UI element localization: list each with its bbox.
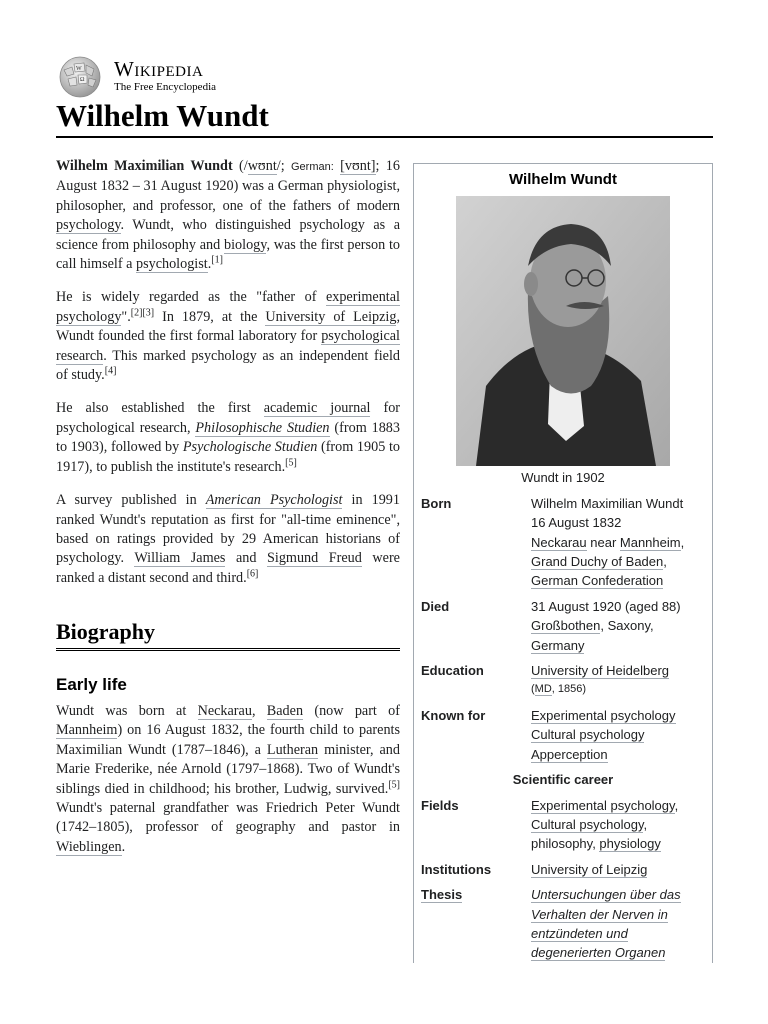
text: Wundt's paternal grandfather was Friedrich Peter Wundt (1742–1805), professor of geography and pastor in <box>56 799 400 836</box>
link-apperception[interactable]: Apperception <box>531 746 608 762</box>
reference-link[interactable]: [6] <box>246 567 259 579</box>
link-psychologist[interactable]: psychologist <box>135 256 208 273</box>
infobox <box>413 163 713 963</box>
text: in 1991 ranked Wundt's reputation as first for "all-time eminence", based on ratings provided by 29 American historians of psychology. <box>56 492 400 567</box>
infobox-row-died <box>414 595 712 657</box>
infobox-value <box>531 860 706 879</box>
infobox-row-thesis <box>414 883 712 965</box>
infobox-row-education <box>414 659 712 702</box>
text: Wundt was born at <box>56 702 198 719</box>
text: philosophy, <box>531 836 600 852</box>
reference-link[interactable]: [4] <box>104 365 117 377</box>
link-experimental-psychology[interactable]: Experimental psychology <box>531 707 676 723</box>
reference-link[interactable]: [3] <box>142 307 155 319</box>
text: (from 1883 to 1903), followed by <box>56 419 400 456</box>
svg-text:Ω: Ω <box>80 77 85 83</box>
infobox-value <box>531 796 706 854</box>
link-cultural-psychology[interactable]: Cultural psychology <box>531 816 644 832</box>
link-thesis-title[interactable]: Untersuchungen über das <box>531 887 681 903</box>
infobox-table <box>414 492 712 965</box>
text: , Wundt founded the first formal laboratory for <box>56 308 401 345</box>
link-american-psychologist[interactable]: American Psychologist <box>205 492 343 509</box>
text: . This marked psychology as an independent field of study. <box>56 347 400 384</box>
link-grossbothen[interactable]: Großbothen <box>531 618 601 634</box>
link-psychological-research[interactable]: psychological research <box>56 328 400 364</box>
infobox-row-institutions <box>414 858 712 881</box>
german-label: German: <box>291 161 334 173</box>
wikipedia-header <box>56 54 216 98</box>
infobox-row-known-for <box>414 704 712 766</box>
infobox-value <box>531 661 706 700</box>
link-baden[interactable]: Baden <box>266 702 304 719</box>
wikipedia-globe-icon[interactable] <box>56 54 104 98</box>
text: /; <box>276 158 291 174</box>
subject-name: Wilhelm Maximilian Wundt <box>56 158 233 174</box>
link-mannheim[interactable]: Mannheim <box>56 722 118 739</box>
text: . <box>121 838 126 855</box>
link-neckarau[interactable]: Neckarau <box>531 534 587 550</box>
infobox-label: Born <box>421 495 452 511</box>
subsection-heading-early-life: Early life <box>56 674 127 694</box>
text: ( <box>531 683 535 696</box>
text: , <box>251 702 267 719</box>
link-experimental-psychology[interactable]: Experimental psychology <box>531 797 675 813</box>
text: , <box>674 797 679 813</box>
early-life-paragraph <box>56 702 400 857</box>
infobox-value <box>531 706 706 764</box>
wikipedia-wordmark[interactable] <box>114 59 216 93</box>
intro-paragraph-1 <box>56 157 400 274</box>
text: , 1856) <box>551 683 587 696</box>
link-experimental-psychology[interactable]: experimental psychology <box>56 289 400 325</box>
text: A survey published in <box>56 492 206 509</box>
reference-link[interactable]: [5] <box>285 456 297 468</box>
infobox-label: Institutions <box>421 861 492 877</box>
text: In 1879, at the <box>154 308 266 325</box>
infobox-section-scientific-career: Scientific career <box>512 772 614 788</box>
infobox-label: Known for <box>421 707 486 723</box>
wordmark-tagline: The Free Encyclopedia <box>114 81 217 93</box>
link-biology[interactable]: biology <box>224 236 267 253</box>
link-germany[interactable]: Germany <box>531 637 585 653</box>
link-william-james[interactable]: William James <box>134 550 226 567</box>
link-thesis-title[interactable]: entzündeten und <box>531 925 628 941</box>
link-grand-duchy-of-baden[interactable]: Grand Duchy of Baden <box>531 554 664 570</box>
text: near <box>586 534 620 550</box>
infobox-title: Wilhelm Wundt <box>509 171 617 188</box>
link-university-of-heidelberg[interactable]: University of Heidelberg <box>531 663 670 679</box>
page-title: Wilhelm Wundt <box>56 98 269 133</box>
text: He also established the first <box>56 400 264 417</box>
wordmark-name: Wikipedia <box>114 57 204 81</box>
reference-link[interactable]: [5] <box>388 778 400 790</box>
title-divider <box>56 136 713 138</box>
link-university-of-leipzig[interactable]: University of Leipzig <box>265 308 397 325</box>
german-ipa-link[interactable]: [vʊnt] <box>340 158 376 174</box>
link-mannheim[interactable]: Mannheim <box>619 534 681 550</box>
intro-paragraph-2 <box>56 288 400 385</box>
text: , Saxony, <box>600 618 654 634</box>
link-lutheran[interactable]: Lutheran <box>266 741 319 758</box>
link-psychology[interactable]: psychology <box>56 217 121 234</box>
text: He is widely regarded as the "father of <box>56 289 326 306</box>
text: ; 16 August 1832 – 31 August 1920) was a German physiologist, philosopher, and professor, one of the fathers of modern <box>56 158 400 214</box>
reference-link[interactable]: [2] <box>130 307 143 319</box>
infobox-label: Died <box>421 598 450 614</box>
intro-paragraph-3 <box>56 399 400 477</box>
svg-text:W: W <box>76 66 82 72</box>
died-date: 31 August 1920 (aged 88) <box>531 598 681 614</box>
text: (/ <box>232 158 248 174</box>
portrait-caption: Wundt in 1902 <box>521 470 605 486</box>
text: ) on 16 August 1832, the fourth child to parents Maximilian Wundt (1787–1846), a <box>56 722 400 758</box>
infobox-label: Education <box>421 663 484 679</box>
born-date: 16 August 1832 <box>531 515 622 531</box>
link-thesis-title[interactable]: Verhalten der Nerven in <box>531 906 668 922</box>
link-md[interactable]: MD <box>534 683 552 696</box>
text: (from 1905 to 1917), to publish the institute's research. <box>56 439 400 475</box>
text: and <box>225 550 267 567</box>
link-physiology[interactable]: physiology <box>599 836 661 852</box>
link-thesis-title[interactable]: degenerierten Organen <box>531 945 666 961</box>
born-name: Wilhelm Maximilian Wundt <box>531 495 684 511</box>
text: (now part of <box>303 702 400 719</box>
link-academic-journal[interactable]: academic journal <box>263 400 371 417</box>
text: were ranked a distant second and third. <box>56 550 400 586</box>
infobox-value <box>531 597 706 655</box>
reference-link[interactable]: [1] <box>211 254 223 266</box>
infobox-label <box>421 885 531 963</box>
ipa-pronunciation-link[interactable]: wʊnt <box>247 158 277 174</box>
text: , was the first person to call himself a <box>56 236 400 273</box>
text: . <box>207 256 212 273</box>
infobox-value <box>531 885 706 963</box>
link-thesis[interactable]: Thesis <box>421 887 463 903</box>
article-body <box>56 157 400 871</box>
link-german-confederation[interactable]: German Confederation <box>531 573 664 589</box>
link-wieblingen[interactable]: Wieblingen <box>56 838 122 855</box>
text: minister, and Marie Frederike, née Arnold (1797–1868). Two of Wundt's siblings died in childhood; his brother, Ludwig, survived. <box>56 741 400 797</box>
infobox-label: Fields <box>421 797 459 813</box>
psychologische-studien: Psychologische Studien <box>182 439 318 456</box>
infobox-value <box>531 494 706 591</box>
text: , <box>663 554 667 570</box>
text: , <box>680 534 685 550</box>
link-philosophische-studien[interactable]: Philosophische Studien <box>195 419 330 436</box>
link-neckarau[interactable]: Neckarau <box>197 702 252 719</box>
text: ". <box>121 308 131 325</box>
text: , <box>643 816 648 832</box>
link-university-of-leipzig[interactable]: University of Leipzig <box>531 861 648 877</box>
intro-paragraph-4 <box>56 491 400 588</box>
text: . Wundt, who distinguished psychology as a science from philosophy and <box>56 217 400 253</box>
portrait-photo[interactable] <box>456 196 670 466</box>
link-cultural-psychology[interactable]: Cultural psychology <box>531 727 645 743</box>
infobox-row-born <box>414 492 712 593</box>
link-sigmund-freud[interactable]: Sigmund Freud <box>267 550 362 567</box>
text: for psychological research, <box>56 400 401 436</box>
section-heading-biography: Biography <box>56 622 400 650</box>
infobox-row-fields <box>414 794 712 856</box>
